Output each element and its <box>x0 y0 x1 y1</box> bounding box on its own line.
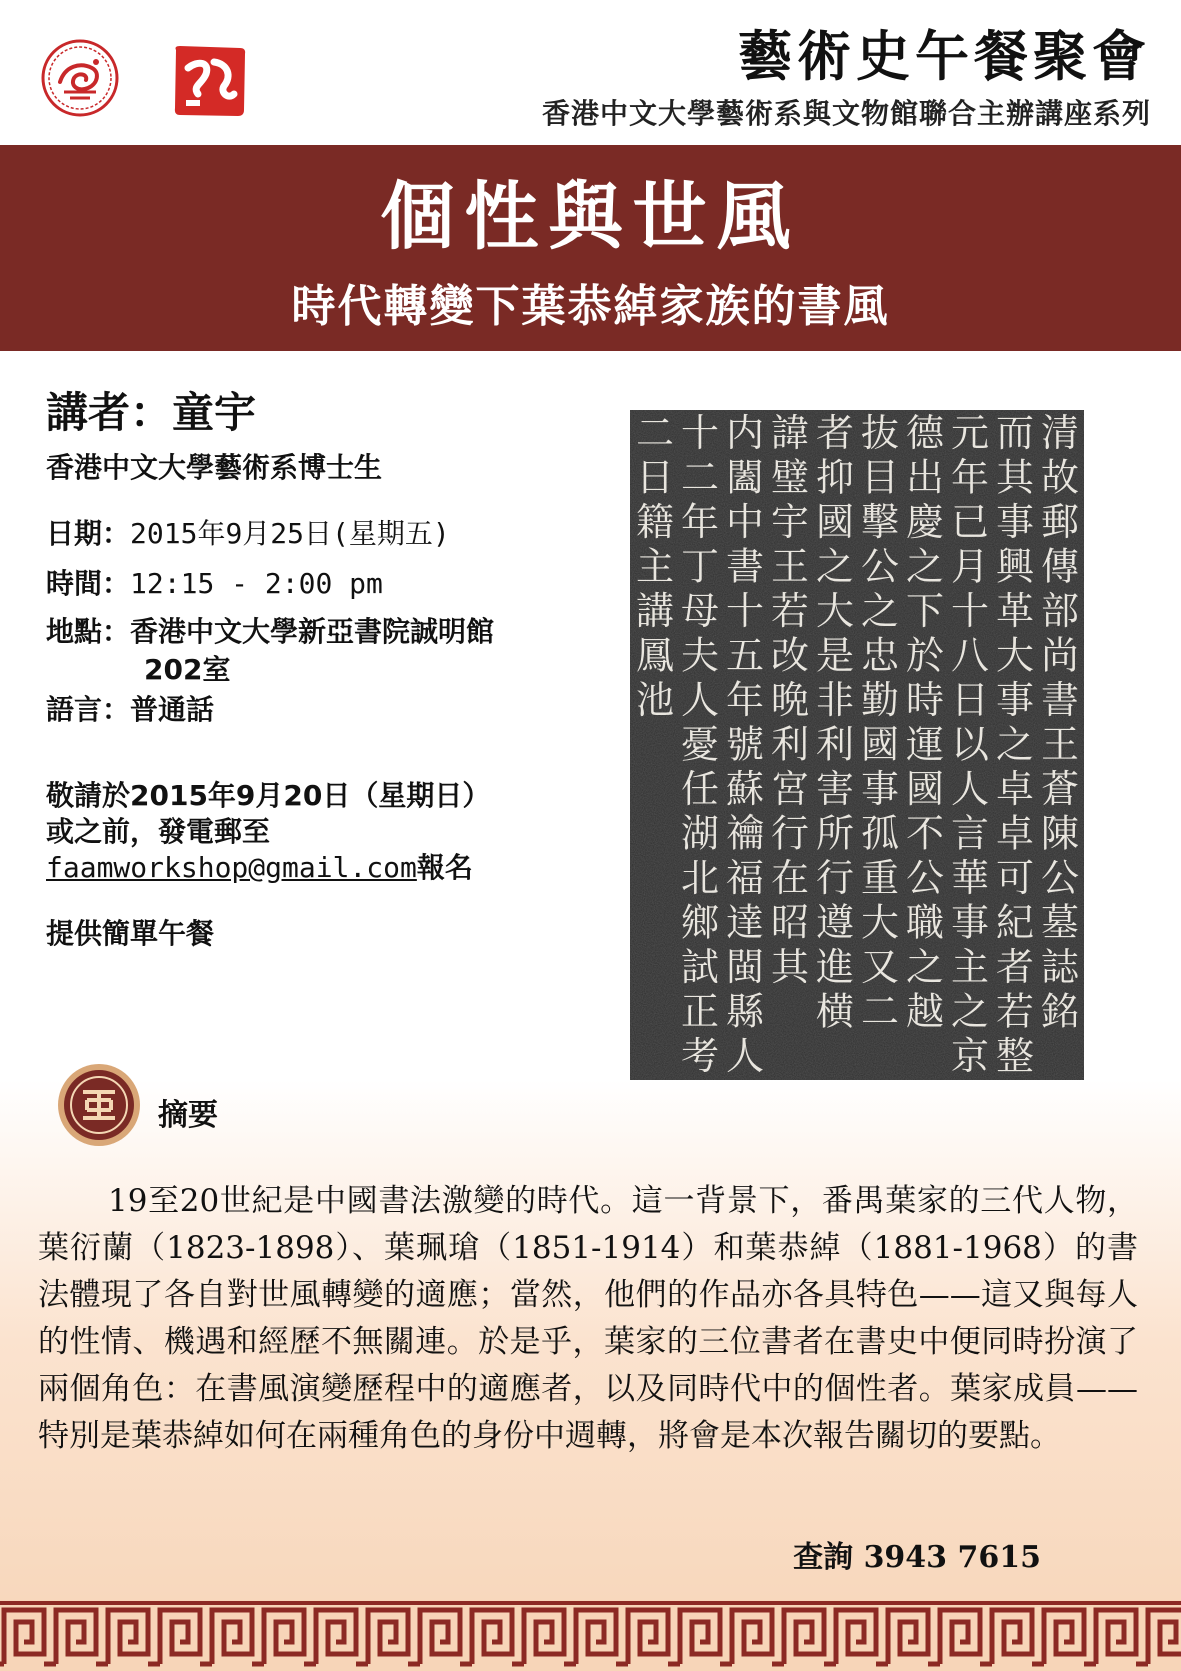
rubbing-character: 於 <box>905 633 945 678</box>
decorative-border <box>0 1600 1181 1671</box>
rubbing-character: 德 <box>905 411 945 455</box>
rubbing-character: 籍 <box>635 500 675 544</box>
rubbing-character: 事 <box>995 500 1035 544</box>
rubbing-character: 京 <box>950 1034 990 1078</box>
rubbing-character: 縣 <box>725 989 765 1034</box>
rubbing-character: 下 <box>905 589 945 633</box>
rubbing-character: 諱 <box>770 411 810 455</box>
rubbing-character: 可 <box>995 856 1035 900</box>
rubbing-character: 人 <box>950 767 990 811</box>
rubbing-character: 之 <box>860 589 900 633</box>
rubbing-character: 書 <box>725 544 765 589</box>
rubbing-character: 禴 <box>725 811 765 856</box>
abstract-heading: 摘要 <box>158 1098 218 1133</box>
rubbing-character: 若 <box>995 989 1035 1034</box>
language-label: 語言： <box>46 693 131 726</box>
rubbing-character: 華 <box>950 856 990 900</box>
rubbing-character: 考 <box>680 1034 720 1078</box>
rubbing-character: 夫 <box>680 633 720 678</box>
rubbing-character: 十 <box>950 589 990 633</box>
rubbing-character: 元 <box>950 411 990 455</box>
time-row <box>46 566 383 602</box>
rubbing-character: 革 <box>995 589 1035 633</box>
rubbing-character: 事 <box>860 767 900 811</box>
rubbing-character: 之 <box>815 544 855 589</box>
rubbing-character: 公 <box>905 856 945 900</box>
rubbing-character: 擊 <box>860 500 900 544</box>
lunch-note: 提供簡單午餐 <box>46 917 215 950</box>
abstract-text: 19至20世紀是中國書法激變的時代。這一背景下，番禺葉家的三代人物，葉衍蘭（1823-1898）、葉珮瑲（1851-1914）和葉恭綽（1881-1968）的書法體現了各自對世風轉變的適應；當然，他們的作品亦各具特色——這又與每人的性情、機遇和經歷不無關連。於是乎，葉家的三位書者在書史中便同時扮演了兩個角色：在書風演變歷程中的適應者，以及同時代中的個性者。葉家成員——特別是葉恭綽如何在兩種角色的身份中週轉，將會是本次報告關切的要點。 <box>38 1183 1138 1454</box>
enquiry-phone: 3943 7615 <box>863 1540 1041 1575</box>
registration-email-link[interactable]: faamworkshop@gmail.com <box>46 851 417 884</box>
rubbing-character: 出 <box>905 455 945 500</box>
enquiry-label: 查詢 <box>793 1540 854 1575</box>
rubbing-character: 憂 <box>680 722 720 767</box>
rubbing-character: 丁 <box>680 544 720 589</box>
rubbing-character: 蘇 <box>725 767 765 811</box>
rubbing-character: 年 <box>680 500 720 544</box>
rubbing-character: 孤 <box>860 811 900 856</box>
rubbing-character: 人 <box>680 678 720 722</box>
rubbing-character: 昭 <box>770 900 810 945</box>
rubbing-character: 大 <box>815 589 855 633</box>
rubbing-character: 事 <box>995 678 1035 722</box>
rubbing-character: 晩 <box>770 678 810 722</box>
rubbing-character: 其 <box>770 945 810 989</box>
rubbing-character: 行 <box>815 856 855 900</box>
rubbing-character: 遵 <box>815 900 855 945</box>
rubbing-character: 銘 <box>1040 989 1080 1034</box>
rubbing-character: 國 <box>860 722 900 767</box>
venue-label: 地點： <box>46 615 131 648</box>
rubbing-character: 日 <box>635 455 675 500</box>
rubbing-character: 越 <box>905 989 945 1034</box>
rubbing-character: 改 <box>770 633 810 678</box>
rubbing-character: 任 <box>680 767 720 811</box>
rubbing-character: 故 <box>1040 455 1080 500</box>
rubbing-character: 講 <box>635 589 675 633</box>
rubbing-character: 大 <box>995 633 1035 678</box>
rubbing-character: 横 <box>815 989 855 1034</box>
rubbing-character: 十 <box>680 411 720 455</box>
rubbing-character: 内 <box>725 411 765 455</box>
rubbing-character: 行 <box>770 811 810 856</box>
rubbing-character: 卓 <box>995 811 1035 856</box>
rubbing-character: 部 <box>1040 589 1080 633</box>
rubbing-character: 傳 <box>1040 544 1080 589</box>
rubbing-character: 郵 <box>1040 500 1080 544</box>
rubbing-character: 璧 <box>770 455 810 500</box>
rubbing-character: 月 <box>950 544 990 589</box>
rubbing-character: 正 <box>680 989 720 1034</box>
rubbing-character: 達 <box>725 900 765 945</box>
rubbing-character: 重 <box>860 856 900 900</box>
rubbing-character: 試 <box>680 945 720 989</box>
rubbing-character: 非 <box>815 678 855 722</box>
registration-note <box>46 778 490 886</box>
rubbing-character: 而 <box>995 411 1035 455</box>
rubbing-character: 日 <box>950 678 990 722</box>
rubbing-character: 池 <box>635 678 675 722</box>
rubbing-character: 鳳 <box>635 633 675 678</box>
rubbing-character: 十 <box>725 589 765 633</box>
venue-value: 香港中文大學新亞書院誠明館 <box>130 615 495 648</box>
rubbing-character: 中 <box>725 500 765 544</box>
rubbing-character: 運 <box>905 722 945 767</box>
rubbing-character: 抜 <box>860 411 900 455</box>
rubbing-character: 書 <box>1040 678 1080 722</box>
rubbing-character: 抑 <box>815 455 855 500</box>
rubbing-character: 誌 <box>1040 945 1080 989</box>
rubbing-character: 其 <box>995 455 1035 500</box>
calligraphy-rubbing-image <box>630 410 1084 1080</box>
rubbing-character: 蒼 <box>1040 767 1080 811</box>
rubbing-character: 者 <box>995 945 1035 989</box>
rubbing-character: 若 <box>770 589 810 633</box>
registration-line-1: 敬請於2015年9月20日（星期日） <box>46 779 491 812</box>
rubbing-character: 不 <box>905 811 945 856</box>
rubbing-character: 二 <box>860 989 900 1034</box>
lecture-subtitle: 時代轉變下葉恭綽家族的書風 <box>291 281 890 332</box>
rubbing-character: 在 <box>770 856 810 900</box>
speaker-line <box>46 380 256 440</box>
rubbing-character: 主 <box>950 945 990 989</box>
venue-row <box>46 614 494 650</box>
rubbing-character: 福 <box>725 856 765 900</box>
rubbing-character: 人 <box>725 1034 765 1078</box>
rubbing-character: 主 <box>635 544 675 589</box>
language-value: 普通話 <box>130 693 215 726</box>
rubbing-character: 王 <box>770 544 810 589</box>
speaker-affiliation: 香港中文大學藝術系博士生 <box>46 451 383 484</box>
time-label: 時間： <box>46 567 131 600</box>
rubbing-character: 清 <box>1040 411 1080 455</box>
enquiry-line <box>793 1532 1041 1576</box>
rubbing-character: 二 <box>680 455 720 500</box>
rubbing-character: 鄉 <box>680 900 720 945</box>
date-value: 2015年9月25日(星期五) <box>130 517 450 550</box>
rubbing-character: 國 <box>815 500 855 544</box>
rubbing-character: 閩 <box>725 945 765 989</box>
rubbing-character: 以 <box>950 722 990 767</box>
rubbing-character: 墓 <box>1040 900 1080 945</box>
rubbing-character: 者 <box>815 411 855 455</box>
registration-line-2: 或之前，發電郵至 <box>46 815 271 848</box>
rubbing-character: 之 <box>950 989 990 1034</box>
rubbing-character: 王 <box>1040 722 1080 767</box>
rubbing-character: 是 <box>815 633 855 678</box>
rubbing-character: 紀 <box>995 900 1035 945</box>
rubbing-character: 進 <box>815 945 855 989</box>
registration-suffix: 報名 <box>416 851 473 884</box>
rubbing-character: 湖 <box>680 811 720 856</box>
abstract-emblem-icon <box>56 1062 142 1148</box>
rubbing-character: 大 <box>860 900 900 945</box>
rubbing-character: 號 <box>725 722 765 767</box>
square-seal-icon <box>170 42 250 120</box>
speaker-label: 講者： <box>46 388 173 437</box>
speaker-name: 童宇 <box>172 388 257 437</box>
rubbing-character: 之 <box>905 544 945 589</box>
series-title: 藝術史午餐聚會 <box>738 25 1151 88</box>
rubbing-character: 公 <box>860 544 900 589</box>
rubbing-character: 尚 <box>1040 633 1080 678</box>
rubbing-character: 闔 <box>725 455 765 500</box>
rubbing-character: 年 <box>950 455 990 500</box>
rubbing-character: 事 <box>950 900 990 945</box>
rubbing-character: 所 <box>815 811 855 856</box>
rubbing-character: 之 <box>995 722 1035 767</box>
rubbing-character: 勤 <box>860 678 900 722</box>
rubbing-character: 興 <box>995 544 1035 589</box>
rubbing-character: 二 <box>635 411 675 455</box>
rubbing-character: 八 <box>950 633 990 678</box>
series-subtitle: 香港中文大學藝術系與文物館聯合主辦講座系列 <box>541 97 1151 130</box>
rubbing-character: 時 <box>905 678 945 722</box>
rubbing-character: 公 <box>1040 856 1080 900</box>
round-seal-icon <box>40 38 120 118</box>
rubbing-character: 之 <box>905 945 945 989</box>
date-label: 日期： <box>46 517 131 550</box>
rubbing-character: 慶 <box>905 500 945 544</box>
date-row <box>46 516 450 552</box>
rubbing-character: 整 <box>995 1034 1035 1078</box>
rubbing-character: 卓 <box>995 767 1035 811</box>
rubbing-character: 已 <box>950 500 990 544</box>
rubbing-character: 利 <box>815 722 855 767</box>
language-row <box>46 692 214 728</box>
rubbing-character: 目 <box>860 455 900 500</box>
rubbing-character: 宮 <box>770 767 810 811</box>
rubbing-character: 利 <box>770 722 810 767</box>
rubbing-character: 言 <box>950 811 990 856</box>
rubbing-character: 國 <box>905 767 945 811</box>
rubbing-character: 陳 <box>1040 811 1080 856</box>
lecture-title: 個性與世風 <box>380 174 801 260</box>
rubbing-character: 害 <box>815 767 855 811</box>
rubbing-character: 又 <box>860 945 900 989</box>
rubbing-character: 忠 <box>860 633 900 678</box>
rubbing-character: 五 <box>725 633 765 678</box>
rubbing-character: 宇 <box>770 500 810 544</box>
registration-line-3 <box>46 850 490 886</box>
rubbing-character: 職 <box>905 900 945 945</box>
rubbing-character: 北 <box>680 856 720 900</box>
venue-room: 202室 <box>144 653 231 686</box>
time-value: 12:15 - 2:00 pm <box>130 567 383 600</box>
rubbing-character: 年 <box>725 678 765 722</box>
rubbing-character: 母 <box>680 589 720 633</box>
